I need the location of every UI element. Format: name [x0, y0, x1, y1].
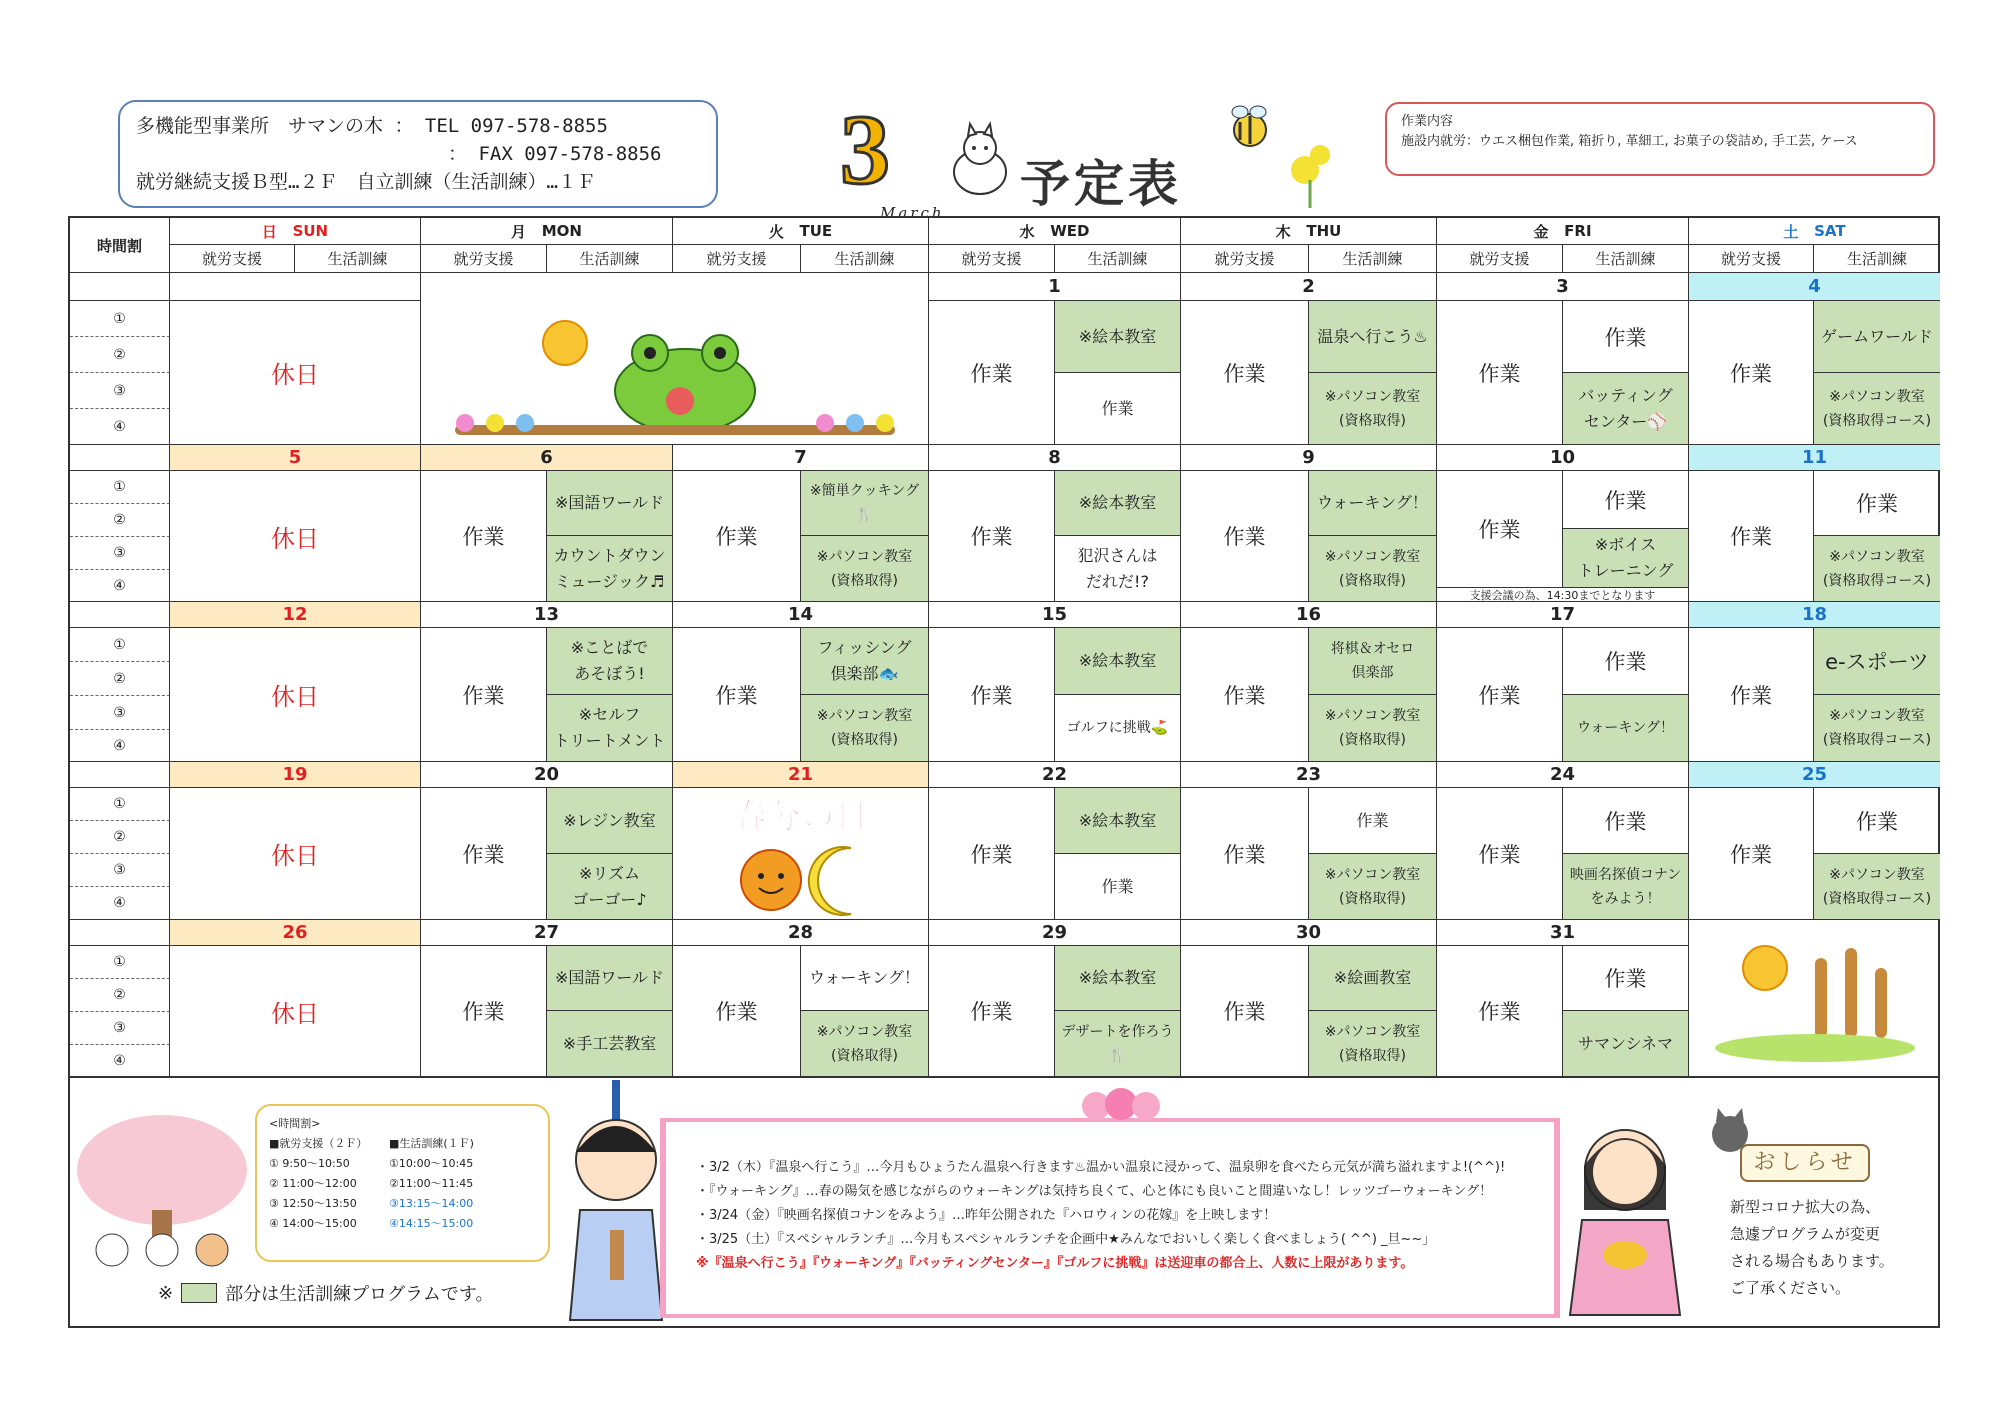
slot-label: ④: [70, 409, 170, 445]
date-cell: 6: [421, 445, 673, 471]
date-cell: 26: [170, 920, 421, 946]
program-cell: ※リズム ゴーゴー♪: [547, 854, 673, 920]
date-cell: 10: [1437, 445, 1689, 471]
illustration-sun-horsetail: [1689, 920, 1940, 1076]
timetable-b: ①10:00～10:45: [389, 1157, 474, 1170]
program-cell: 作業: [1563, 946, 1689, 1011]
sub-header: 生活訓練: [1055, 245, 1181, 273]
program-cell: ※セルフ トリートメント: [547, 695, 673, 762]
facility-tel: 多機能型事業所 サマンの木 ： TEL 097-578-8855: [136, 115, 608, 137]
program-cell: ※絵画教室: [1309, 946, 1437, 1011]
day-header-wed: 水 WED: [929, 218, 1181, 245]
slot-label: ②: [70, 979, 170, 1012]
program-cell: ※簡単クッキング 🍴: [801, 471, 929, 536]
sub-header: 生活訓練: [295, 245, 421, 273]
time-label: 時間割: [70, 218, 170, 273]
slot-label: ①: [70, 471, 170, 504]
date-cell: 9: [1181, 445, 1437, 471]
holiday-cell: 休日: [170, 946, 421, 1076]
date-cell: 15: [929, 602, 1181, 628]
program-cell: 犯沢さんは だれだ!?: [1055, 536, 1181, 602]
sub-header: 生活訓練: [1563, 245, 1689, 273]
program-cell: ※パソコン教室 (資格取得コース): [1814, 695, 1940, 762]
timetable-a: ④ 14:00～15:00: [269, 1217, 357, 1230]
legend-text: 部分は生活訓練プログラムです。: [225, 1284, 494, 1305]
date-cell: 11: [1689, 445, 1940, 471]
program-cell: ※パソコン教室 (資格取得): [1309, 536, 1437, 602]
date-cell: 29: [929, 920, 1181, 946]
work-cell: 作業: [673, 946, 801, 1076]
timetable-title: <時間割>: [269, 1117, 321, 1130]
date-cell: 25: [1689, 762, 1940, 788]
sun-moon-icon: [701, 838, 901, 918]
slot-label: ①: [70, 628, 170, 662]
program-cell: ※国語ワールド: [547, 471, 673, 536]
holiday-cell: 休日: [170, 301, 421, 445]
program-cell: デザートを作ろう 🍴: [1055, 1011, 1181, 1076]
notice-panel: [660, 1118, 1560, 1318]
program-cell: フィッシング 倶楽部🐟: [801, 628, 929, 695]
date-cell: 5: [170, 445, 421, 471]
date-cell: 23: [1181, 762, 1437, 788]
timetable-a: ② 11:00～12:00: [269, 1177, 357, 1190]
timetable-col-a: ■就労支援（２Ｆ）: [269, 1137, 368, 1150]
date-cell: 19: [170, 762, 421, 788]
holiday-cell: 休日: [170, 471, 421, 602]
bee-flower-icon: [1210, 100, 1350, 210]
week-spacer: [70, 602, 170, 628]
date-cell: 2: [1181, 273, 1437, 301]
schedule-calendar: [68, 216, 1940, 1078]
day-header-sun: 日 SUN: [170, 218, 421, 245]
program-cell: ※絵本教室: [1055, 788, 1181, 854]
hina-princess-icon: [1560, 1110, 1690, 1320]
sub-header: 就労支援: [170, 245, 295, 273]
timetable-b: ③13:15～14:00: [389, 1197, 474, 1210]
sub-header: 生活訓練: [1309, 245, 1437, 273]
frog-icon: [435, 303, 915, 443]
sub-header: 就労支援: [929, 245, 1055, 273]
work-content-title: 作業内容: [1401, 114, 1454, 129]
sub-header: 就労支援: [1437, 245, 1563, 273]
timetable-a: ③ 12:50～13:50: [269, 1197, 357, 1210]
notice-line: ・3/24（金）『映画名探偵コナンをみよう』…昨年公開された『ハロウィンの花嫁』を上映します！: [696, 1208, 1277, 1223]
work-cell: 作業: [1181, 628, 1309, 762]
program-cell: ※パソコン教室 (資格取得): [801, 1011, 929, 1076]
program-cell: ※国語ワールド: [547, 946, 673, 1011]
facility-fax: ： FAX 097-578-8856: [448, 143, 662, 165]
program-cell: ※パソコン教室 (資格取得): [801, 536, 929, 602]
spring-day-label: 春分の日: [732, 797, 869, 837]
week-spacer: [70, 920, 170, 946]
oshirase-title: おしらせ: [1740, 1144, 1870, 1182]
plum-blossom-icon: [1066, 1086, 1176, 1126]
slot-label: ③: [70, 696, 170, 730]
slot-label: ②: [70, 821, 170, 854]
program-cell: ※絵本教室: [1055, 471, 1181, 536]
program-cell: ※パソコン教室 (資格取得): [1309, 854, 1437, 920]
day-header-tue: 火 TUE: [673, 218, 929, 245]
program-cell: ウォーキング！: [1309, 471, 1437, 536]
oshirase-line: 急遽プログラムが変更: [1730, 1225, 1880, 1243]
sub-header: 生活訓練: [1814, 245, 1940, 273]
program-cell: 作業: [1055, 854, 1181, 920]
program-cell: ウォーキング！: [1563, 695, 1689, 762]
date-cell: 8: [929, 445, 1181, 471]
week-spacer: [70, 445, 170, 471]
support-note: 支援会議の為、14:30までとなります: [1437, 588, 1689, 602]
sun-horsetail-icon: [1705, 928, 1925, 1068]
program-cell: 作業: [1814, 788, 1940, 854]
date-cell: 28: [673, 920, 929, 946]
work-cell: 作業: [1181, 788, 1309, 920]
program-cell: 作業: [1814, 471, 1940, 536]
timetable-col-b: ■生活訓練(１Ｆ): [389, 1137, 474, 1150]
day-header-thu: 木 THU: [1181, 218, 1437, 245]
facility-floors: 就労継続支援Ｂ型…２Ｆ 自立訓練（生活訓練）…１Ｆ: [136, 171, 596, 193]
slot-label: ④: [70, 887, 170, 920]
slot-label: ②: [70, 662, 170, 696]
notice-line: ・3/25（土）『スペシャルランチ』…今月もスペシャルランチを企画中★みんなでおいしく楽しく食べましょう( ^^) _旦~~」: [696, 1232, 1436, 1247]
date-cell: 30: [1181, 920, 1437, 946]
program-cell: ※パソコン教室 (資格取得コース): [1814, 373, 1940, 445]
date-cell: 18: [1689, 602, 1940, 628]
slot-label: ①: [70, 946, 170, 979]
program-cell: ウォーキング！: [801, 946, 929, 1011]
date-cell: 7: [673, 445, 929, 471]
legend-mark: ※: [158, 1282, 174, 1304]
date-cell: 20: [421, 762, 673, 788]
program-cell: 作業: [1563, 301, 1689, 373]
program-cell: ※パソコン教室 (資格取得): [1309, 1011, 1437, 1076]
program-cell: 作業: [1309, 788, 1437, 854]
program-cell: ※パソコン教室 (資格取得): [1309, 695, 1437, 762]
program-cell: 作業: [1055, 373, 1181, 445]
notice-warning: ※『温泉へ行こう』『ウォーキング』『バッティングセンター』『ゴルフに挑戦』は送迎車の都合上、人数に上限があります。: [696, 1256, 1414, 1271]
work-cell: 作業: [1437, 628, 1563, 762]
day-header-mon: 月 MON: [421, 218, 673, 245]
title-block: [830, 94, 1350, 222]
program-cell: ※絵本教室: [1055, 628, 1181, 695]
sub-header: 就労支援: [673, 245, 801, 273]
date-cell: 27: [421, 920, 673, 946]
day-header-sat: 土 SAT: [1689, 218, 1940, 245]
oshirase-line: される場合もあります。: [1730, 1252, 1894, 1270]
work-cell: 作業: [673, 628, 801, 762]
hina-prince-icon: [560, 1080, 670, 1325]
program-cell: 温泉へ行こう♨: [1309, 301, 1437, 373]
illustration-frog: [421, 301, 929, 445]
work-cell: 作業: [929, 946, 1055, 1076]
work-cell: 作業: [1437, 788, 1563, 920]
work-cell: 作業: [1181, 301, 1309, 445]
work-cell: 作業: [929, 471, 1055, 602]
work-cell: 作業: [929, 301, 1055, 445]
date-cell: 1: [929, 273, 1181, 301]
work-cell: 作業: [1181, 946, 1309, 1076]
program-cell: ※パソコン教室 (資格取得コース): [1814, 536, 1940, 602]
work-cell: 作業: [1181, 471, 1309, 602]
timetable-box: [255, 1104, 550, 1262]
program-cell: ※パソコン教室 (資格取得コース): [1814, 854, 1940, 920]
program-cell: 映画名探偵コナン をみよう！: [1563, 854, 1689, 920]
cat-icon: [940, 120, 1020, 200]
work-cell: 作業: [1437, 301, 1563, 445]
date-cell: 24: [1437, 762, 1689, 788]
sub-header: 就労支援: [1181, 245, 1309, 273]
program-cell: ※絵本教室: [1055, 946, 1181, 1011]
slot-label: ②: [70, 337, 170, 373]
slot-label: ④: [70, 570, 170, 602]
week-spacer: [70, 762, 170, 788]
oshirase-line: ご了承ください。: [1730, 1279, 1851, 1297]
work-content-body: 施設内就労：ウエス梱包作業, 箱折り, 革細工, お菓子の袋詰め, 手工芸, ケース: [1401, 134, 1858, 149]
slot-label: ①: [70, 788, 170, 821]
work-cell: 作業: [421, 788, 547, 920]
date-cell: 14: [673, 602, 929, 628]
slot-label: ②: [70, 504, 170, 537]
work-cell: 作業: [421, 946, 547, 1076]
date-cell: 22: [929, 762, 1181, 788]
sub-header: 就労支援: [421, 245, 547, 273]
work-cell: 作業: [929, 628, 1055, 762]
program-cell: バッティング センター⚾: [1563, 373, 1689, 445]
month-name: March: [880, 204, 945, 222]
program-cell: e-スポーツ: [1814, 628, 1940, 695]
sub-header: 生活訓練: [547, 245, 673, 273]
week-spacer: [70, 273, 170, 301]
slot-label: ①: [70, 301, 170, 337]
date-cell: 17: [1437, 602, 1689, 628]
day-header-fri: 金 FRI: [1437, 218, 1689, 245]
slot-label: ③: [70, 373, 170, 409]
date-cell: 13: [421, 602, 673, 628]
timetable-b: ④14:15～15:00: [389, 1217, 474, 1230]
holiday-cell: 休日: [170, 628, 421, 762]
program-cell: 将棋＆オセロ 倶楽部: [1309, 628, 1437, 695]
slot-label: ④: [70, 1045, 170, 1076]
slot-label: ③: [70, 854, 170, 887]
work-cell: 作業: [673, 471, 801, 602]
program-cell: ※レジン教室: [547, 788, 673, 854]
sub-header: 生活訓練: [801, 245, 929, 273]
program-cell: ※絵本教室: [1055, 301, 1181, 373]
program-cell: ゲームワールド: [1814, 301, 1940, 373]
spring-day-cell: [673, 788, 929, 920]
slot-label: ③: [70, 537, 170, 570]
program-cell: ※手工芸教室: [547, 1011, 673, 1076]
date-cell: 31: [1437, 920, 1689, 946]
program-cell: カウントダウン ミュージック♬: [547, 536, 673, 602]
timetable-b: ②11:00～11:45: [389, 1177, 474, 1190]
date-cell: 3: [1437, 273, 1689, 301]
program-cell: ※ボイス トレーニング: [1563, 529, 1689, 588]
timetable-a: ① 9:50～10:50: [269, 1157, 350, 1170]
notice-line: ・『ウォーキング』…春の陽気を感じながらのウォーキングは気持ち良くて、心と体にも良いこと間違いなし！レッツゴーウォーキング！: [696, 1184, 1493, 1199]
page-title: 予定表: [1020, 155, 1182, 213]
month-number: 3: [840, 94, 890, 205]
slot-label: ④: [70, 730, 170, 762]
work-cell: 作業: [1689, 628, 1814, 762]
holiday-cell: 休日: [170, 788, 421, 920]
facility-info-box: [118, 100, 718, 208]
program-cell: サマンシネマ: [1563, 1011, 1689, 1076]
work-cell: 作業: [1689, 788, 1814, 920]
work-cell: 作業: [421, 471, 547, 602]
work-cell: 作業: [1689, 301, 1814, 445]
sub-header: 就労支援: [1689, 245, 1814, 273]
date-cell: 21: [673, 762, 929, 788]
date-cell: [170, 273, 421, 301]
program-cell: ※パソコン教室 (資格取得): [801, 695, 929, 762]
program-cell: 作業: [1563, 471, 1689, 529]
date-cell: 12: [170, 602, 421, 628]
work-cell: 作業: [1689, 471, 1814, 602]
legend-swatch: [181, 1283, 217, 1303]
work-cell: 作業: [1437, 946, 1563, 1076]
program-cell: ※パソコン教室 (資格取得): [1309, 373, 1437, 445]
oshirase-box: [1700, 1104, 1930, 1304]
program-cell: ゴルフに挑戦⛳: [1055, 695, 1181, 762]
work-cell: 作業: [421, 628, 547, 762]
oshirase-line: 新型コロナ拡大の為、: [1730, 1198, 1881, 1216]
legend: [158, 1280, 493, 1306]
program-cell: ※ことばで あそぼう!: [547, 628, 673, 695]
program-cell: 作業: [1563, 788, 1689, 854]
work-cell: 作業: [1437, 471, 1563, 588]
oshirase-text: [1730, 1194, 1920, 1302]
slot-label: ③: [70, 1012, 170, 1045]
program-cell: 作業: [1563, 628, 1689, 695]
cherry-tree-cats-icon: [72, 1110, 252, 1270]
notice-line: ・3/2（木）『温泉へ行こう』…今月もひょうたん温泉へ行きます♨温かい温泉に浸かって、温泉卵を食べたら元気が満ち溢れますよ!(^^)!: [696, 1160, 1506, 1175]
date-cell: 4: [1689, 273, 1940, 301]
work-cell: 作業: [929, 788, 1055, 920]
date-cell: [421, 273, 929, 301]
date-cell: 16: [1181, 602, 1437, 628]
work-content-box: [1385, 102, 1935, 176]
